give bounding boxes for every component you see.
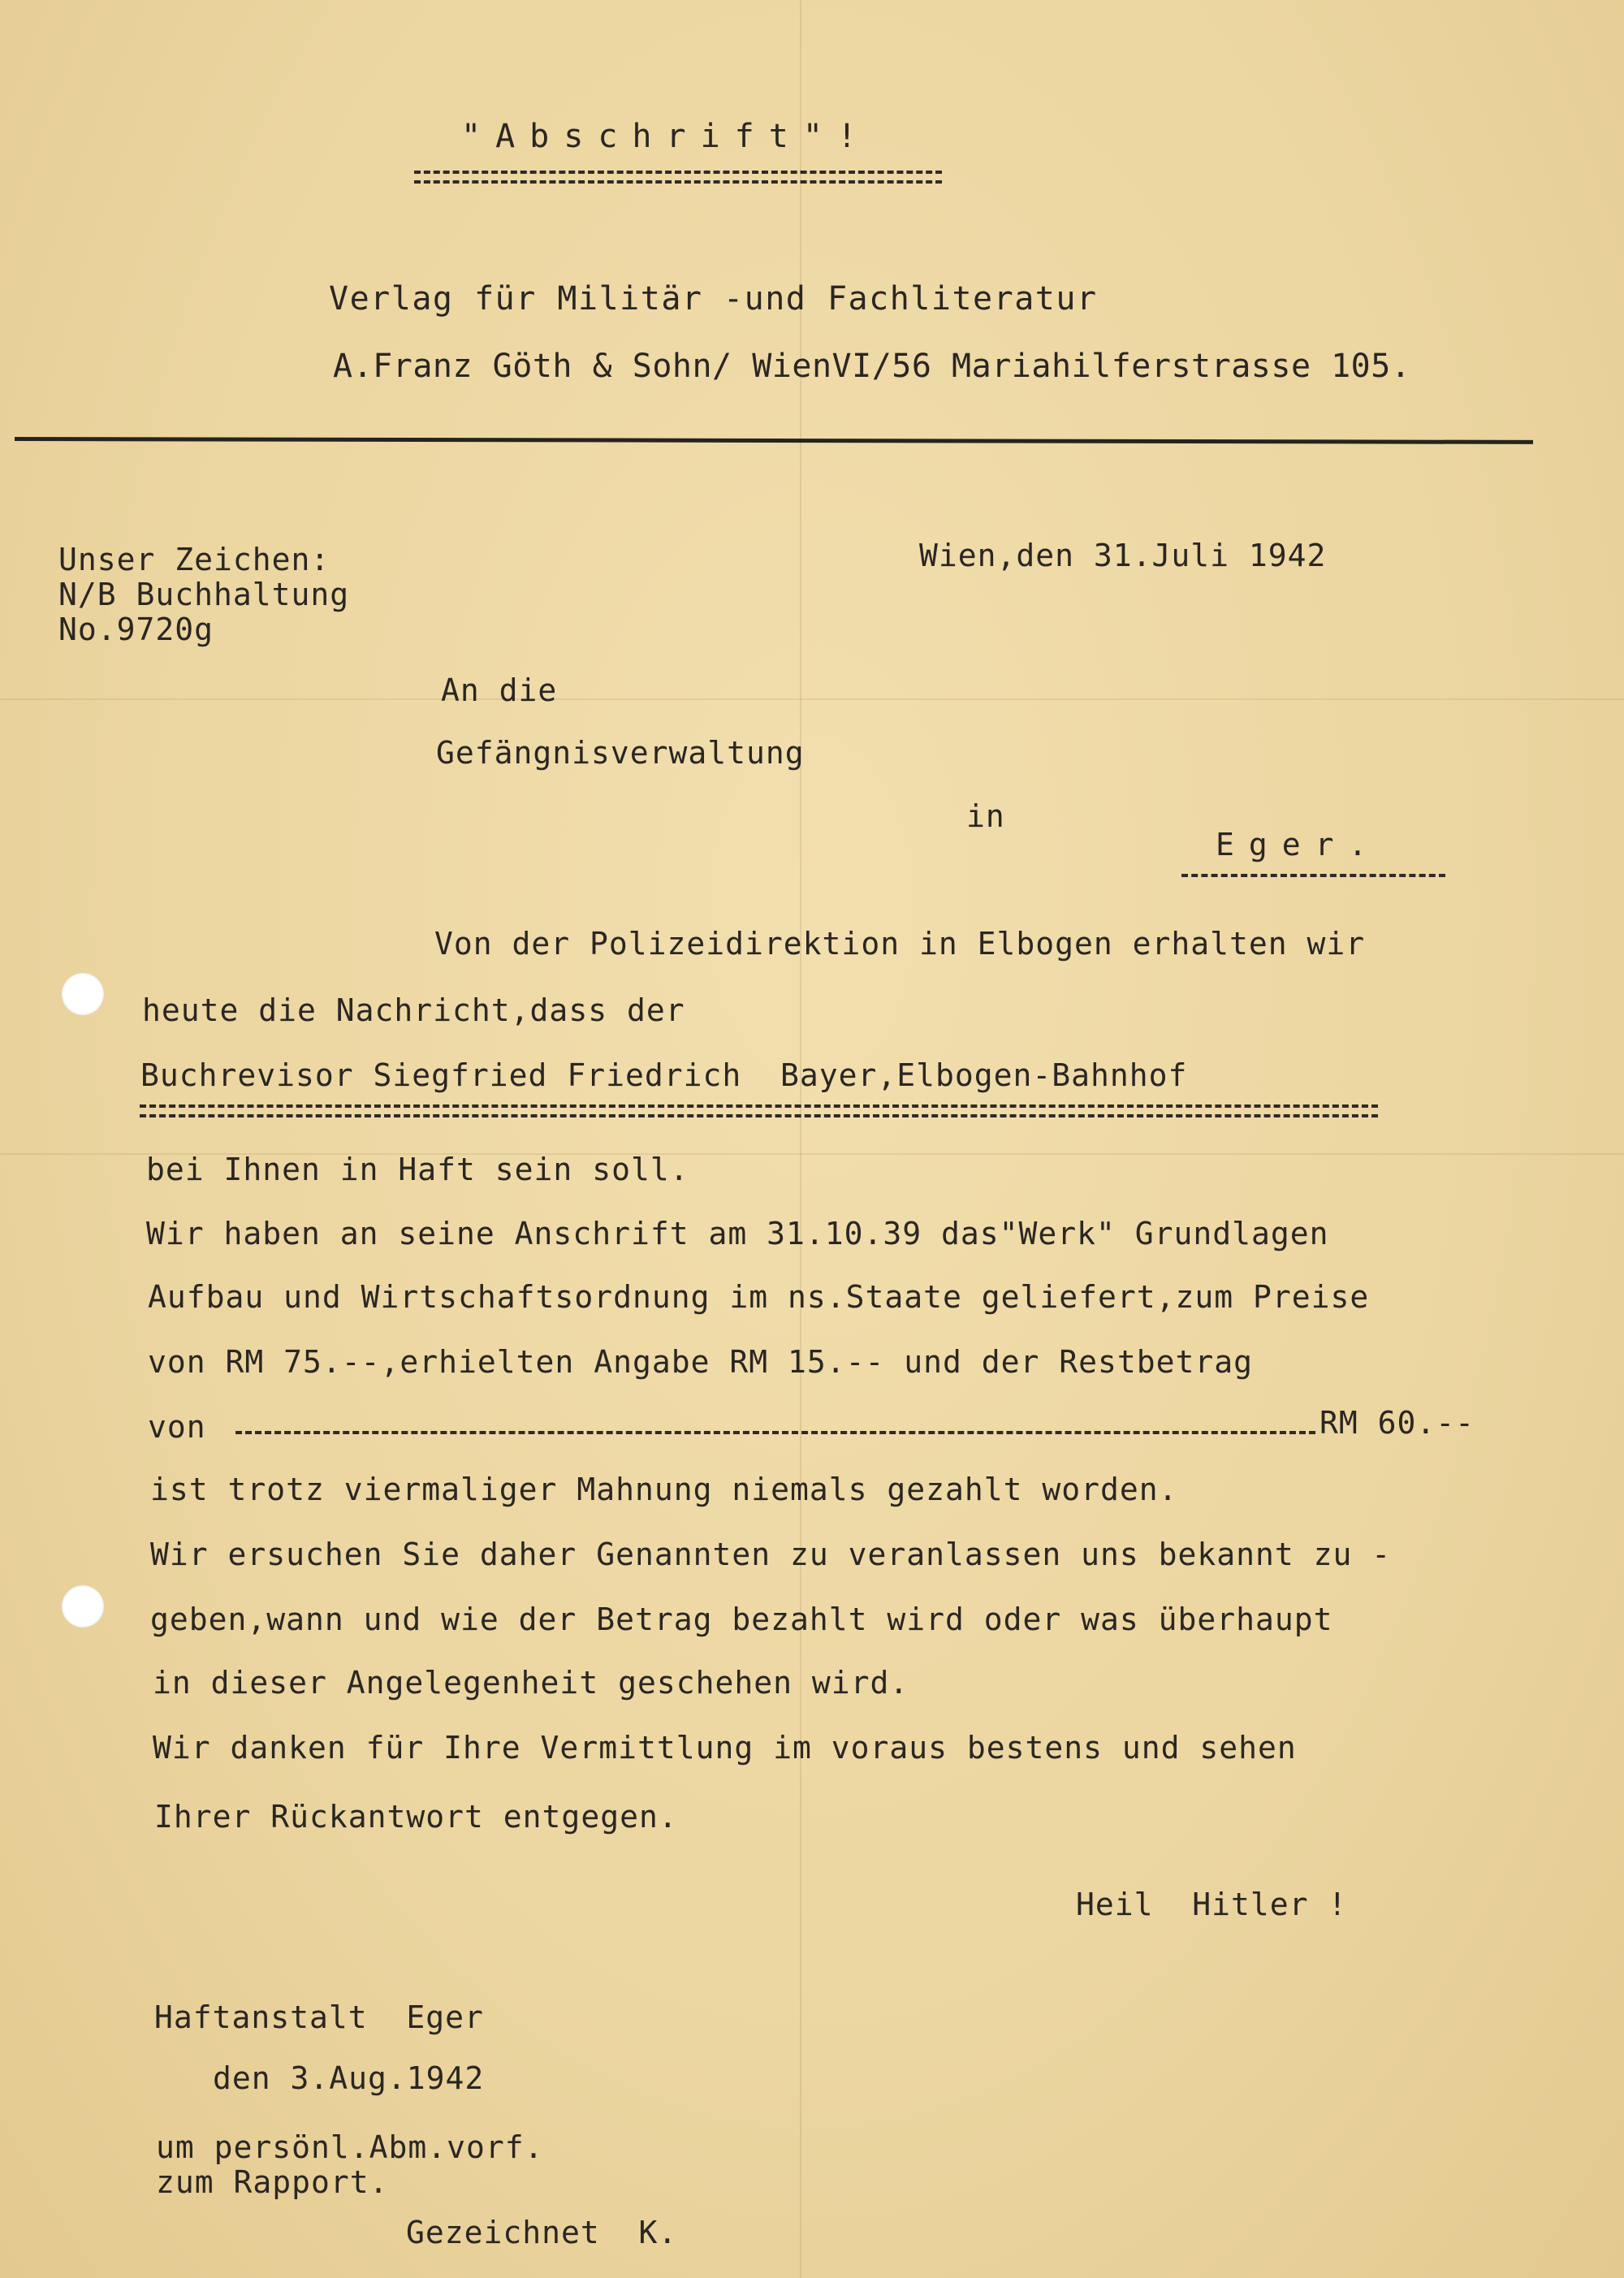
- annotation-institution: Haftanstalt Eger: [154, 1999, 484, 2035]
- body-line-1: Von der Polizeidirektion in Elbogen erhalten wir: [434, 926, 1366, 962]
- body-line-7: von RM 75.--,erhielten Angabe RM 15.-- und der Restbetrag: [148, 1344, 1254, 1380]
- body-line-5: Wir haben an seine Anschrift am 31.10.39 das"Werk" Grundlagen: [146, 1216, 1329, 1251]
- recipient-line-2: Gefängnisverwaltung: [436, 735, 805, 771]
- title-underline-2: [414, 180, 942, 184]
- body-line-10: Wir ersuchen Sie daher Genannten zu veranlassen uns bekannt zu -: [150, 1537, 1392, 1572]
- recipient-city: Eger.: [1216, 827, 1382, 862]
- annotation-signed: Gezeichnet K.: [406, 2215, 678, 2250]
- body-line-3: Buchrevisor Siegfried Friedrich Bayer,Elbogen-Bahnhof: [140, 1057, 1188, 1093]
- punch-hole-upper: [62, 973, 104, 1015]
- name-underline-1: [140, 1104, 1378, 1108]
- title-underline-1: [414, 171, 942, 174]
- reference-label: Unser Zeichen:: [58, 542, 330, 577]
- closing-salutation: Heil Hitler !: [1076, 1887, 1348, 1922]
- body-line-11: geben,wann und wie der Betrag bezahlt wird oder was überhaupt: [150, 1602, 1333, 1637]
- outstanding-amount: RM 60.--: [1320, 1405, 1475, 1441]
- body-line-2: heute die Nachricht,dass der: [142, 992, 685, 1028]
- body-line-6: Aufbau und Wirtschaftsordnung im ns.Staate geliefert,zum Preise: [148, 1279, 1370, 1315]
- publisher-name: Verlag für Militär -und Fachliteratur: [329, 280, 1098, 318]
- body-line-13: Wir danken für Ihre Vermittlung im voraus bestens und sehen: [153, 1730, 1297, 1766]
- body-line-14: Ihrer Rückantwort entgegen.: [154, 1799, 678, 1835]
- paper-fold-vertical: [800, 0, 801, 2278]
- document-title: "Abschrift"!: [461, 118, 871, 155]
- annotation-note-2: zum Rapport.: [156, 2164, 389, 2200]
- reference-number: No.9720g: [58, 612, 214, 647]
- body-line-12: in dieser Angelegenheit geschehen wird.: [153, 1665, 909, 1701]
- punch-hole-lower: [62, 1585, 104, 1627]
- annotation-date: den 3.Aug.1942: [213, 2060, 485, 2096]
- city-underline: [1181, 874, 1445, 877]
- letterhead-rule: [15, 437, 1533, 444]
- recipient-line-3: in: [966, 798, 1005, 834]
- amount-leader-line: [235, 1431, 1315, 1434]
- letter-date: Wien,den 31.Juli 1942: [919, 538, 1327, 573]
- recipient-line-1: An die: [441, 672, 558, 708]
- reference-department: N/B Buchhaltung: [58, 577, 350, 612]
- body-line-9: ist trotz viermaliger Mahnung niemals gezahlt worden.: [150, 1472, 1178, 1507]
- body-line-4: bei Ihnen in Haft sein soll.: [146, 1152, 689, 1187]
- name-underline-2: [140, 1114, 1378, 1117]
- paper-fold-horizontal-upper: [0, 698, 1624, 700]
- annotation-note-1: um persönl.Abm.vorf.: [156, 2129, 544, 2165]
- publisher-address: A.Franz Göth & Sohn/ WienVI/56 Mariahilferstrasse 105.: [333, 348, 1411, 385]
- body-line-8-prefix: von: [148, 1409, 206, 1445]
